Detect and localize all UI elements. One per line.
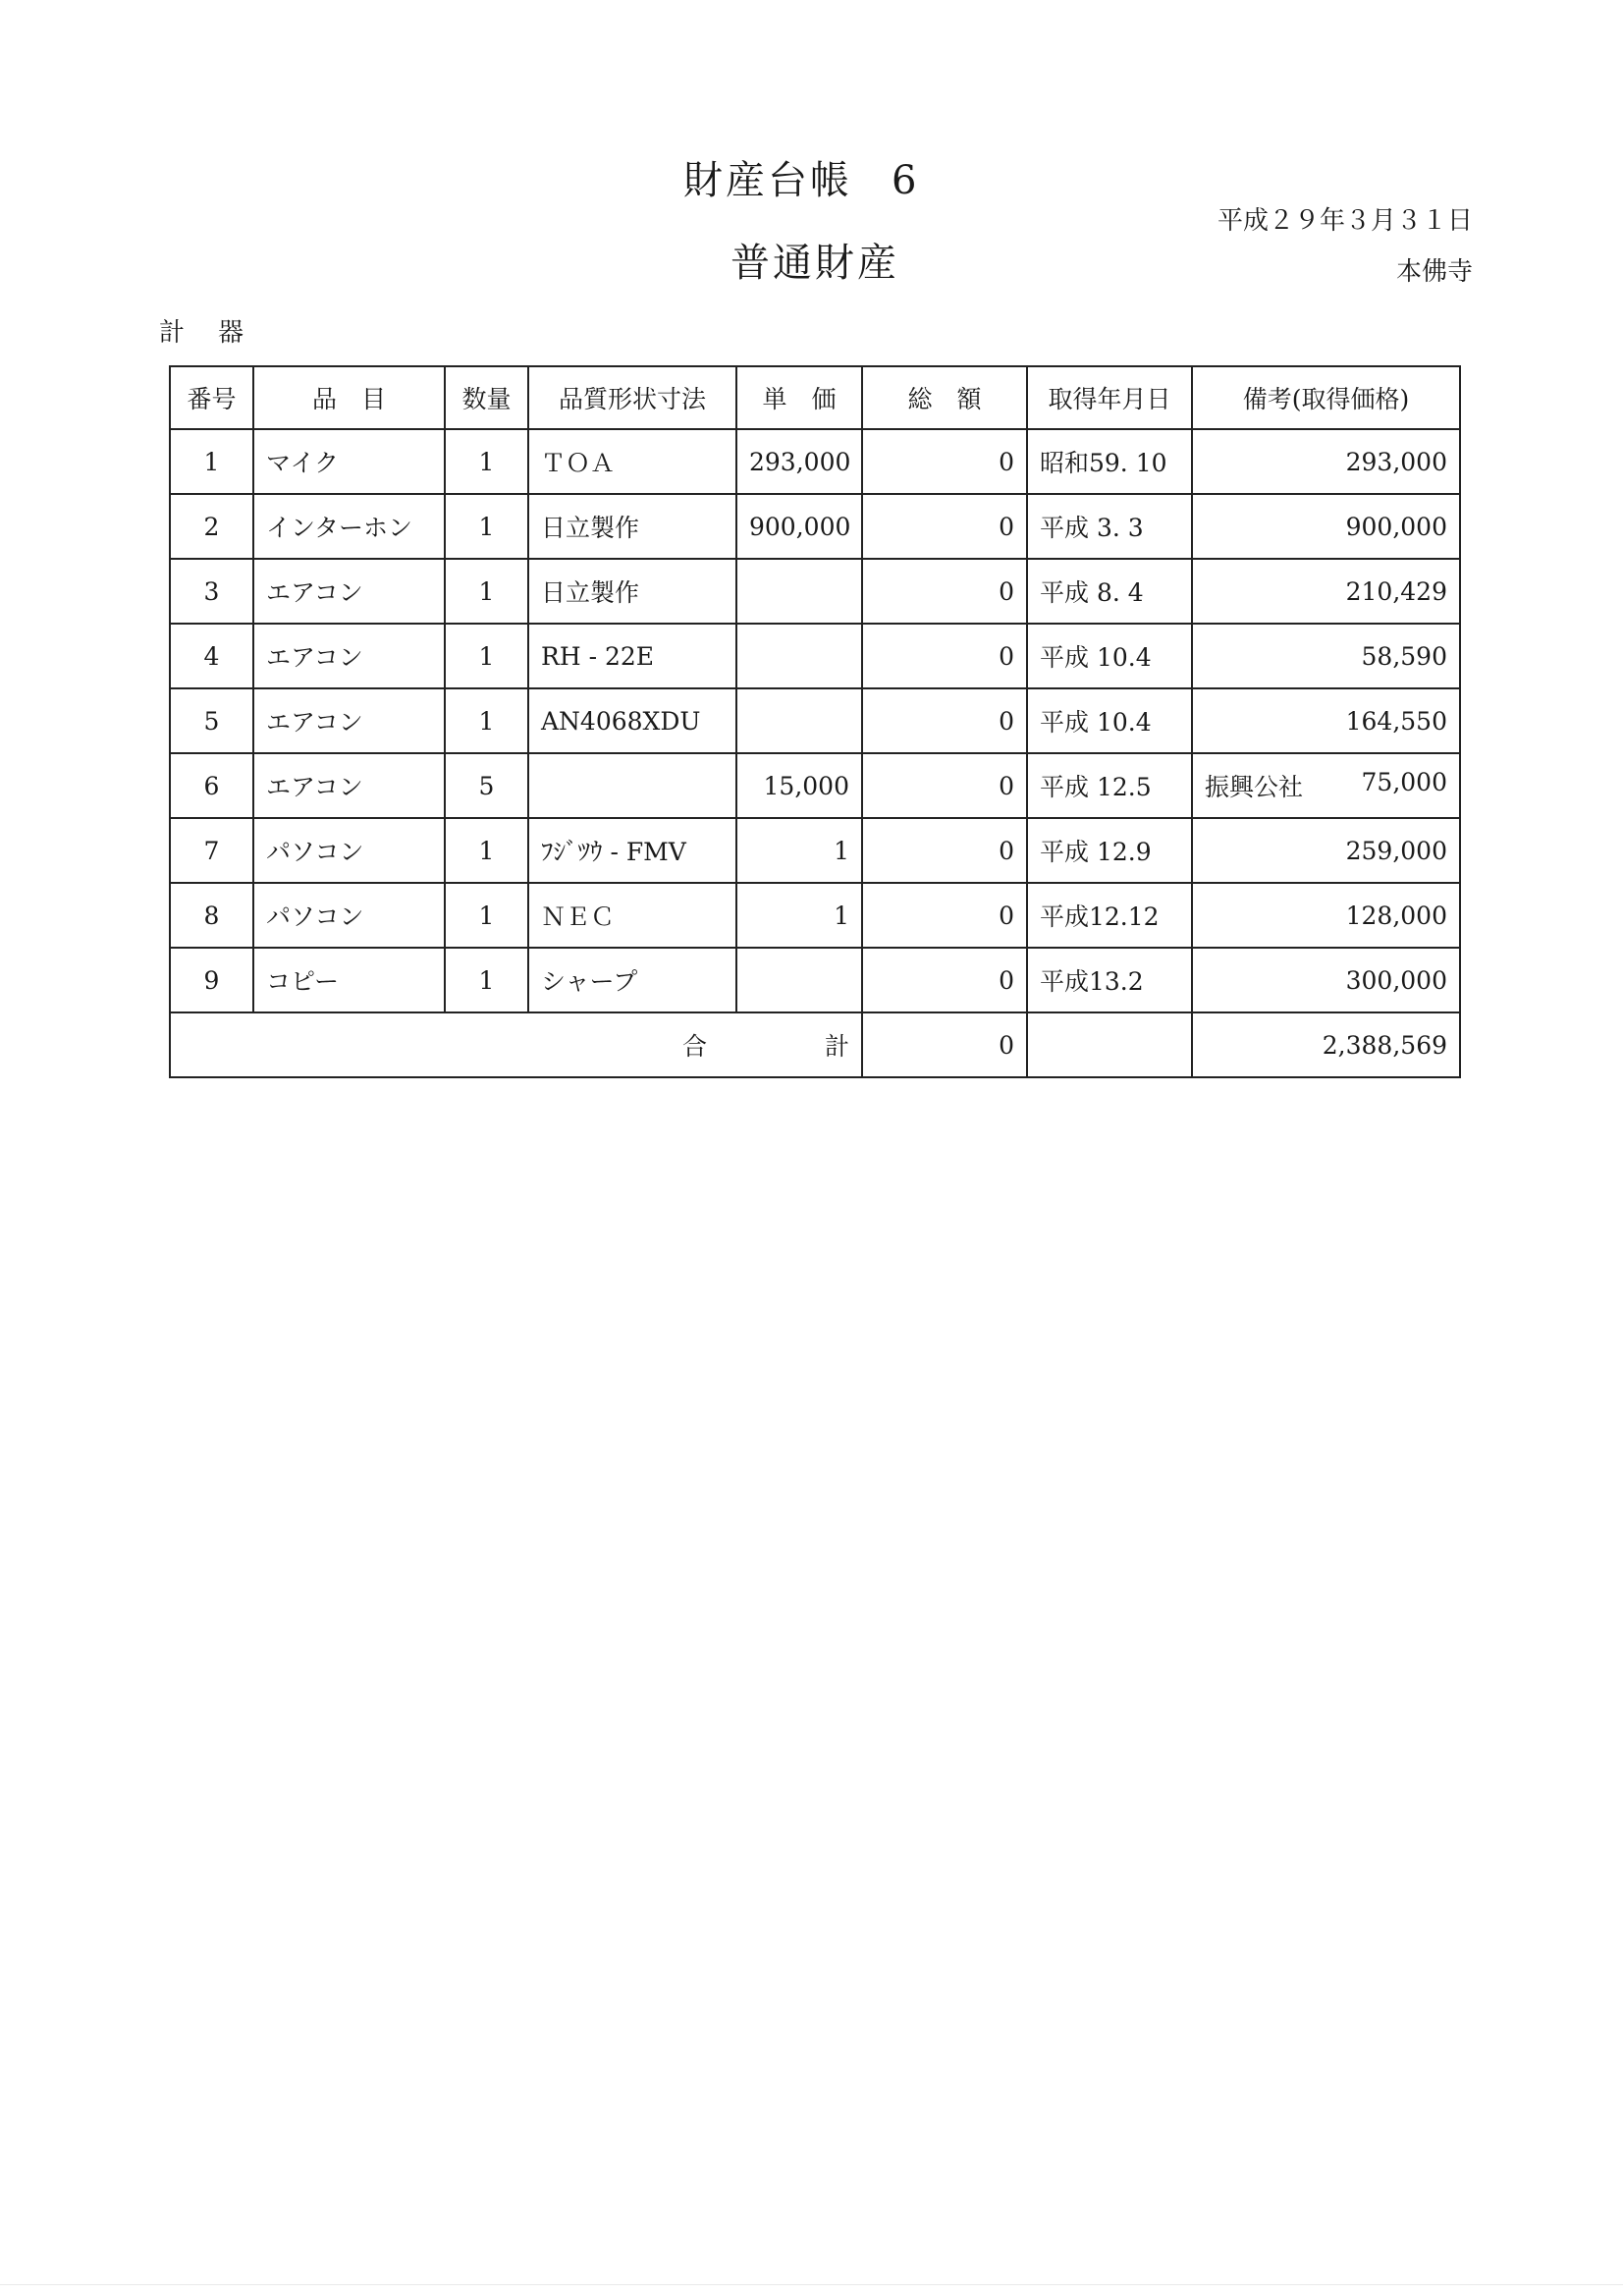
row-quantity: 1 [445, 494, 528, 559]
row-item: エアコン [253, 559, 445, 624]
row-item: エアコン [253, 753, 445, 818]
document-date: 平成２９年３月３１日 [1217, 206, 1473, 236]
row-item: パソコン [253, 818, 445, 883]
header-spec: 品質形状寸法 [528, 366, 736, 429]
table-row [170, 688, 1460, 753]
table-row [170, 624, 1460, 688]
row-spec: RH - 22E [528, 624, 736, 688]
row-total: 0 [862, 559, 1027, 624]
table-row [170, 883, 1460, 948]
row-remarks [1192, 883, 1460, 948]
scan-edge [0, 2284, 1623, 2285]
row-item: コピー [253, 948, 445, 1012]
row-acquired-date: 平成 8. 4 [1027, 559, 1192, 624]
temple-name: 本佛寺 [1395, 257, 1473, 287]
row-acquired-date: 平成 12.5 [1027, 753, 1192, 818]
row-spec: シャープ [528, 948, 736, 1012]
row-unit-price: 1 [736, 883, 862, 948]
table-row [170, 948, 1460, 1012]
row-number: 2 [170, 494, 253, 559]
page-title: 財産台帳 6 [683, 158, 920, 203]
row-acquired-date: 平成13.2 [1027, 948, 1192, 1012]
row-total: 0 [862, 753, 1027, 818]
grand-total: 2,388,569 [1192, 1012, 1460, 1077]
row-unit-price [736, 948, 862, 1012]
row-remarks [1192, 948, 1460, 1012]
header-acquired-date: 取得年月日 [1027, 366, 1192, 429]
row-acquisition-value: 128,000 [1345, 901, 1447, 930]
row-item: エアコン [253, 688, 445, 753]
row-remarks [1192, 559, 1460, 624]
row-number: 3 [170, 559, 253, 624]
row-unit-price [736, 559, 862, 624]
row-remarks [1192, 429, 1460, 494]
row-item: マイク [253, 429, 445, 494]
header-item: 品 目 [253, 366, 445, 429]
row-quantity: 1 [445, 688, 528, 753]
page-subtitle: 普通財産 [730, 241, 899, 286]
row-acquisition-value: 300,000 [1345, 965, 1447, 995]
row-quantity: 1 [445, 559, 528, 624]
row-spec: ＴＯＡ [528, 429, 736, 494]
row-remarks [1192, 688, 1460, 753]
row-acquisition-value: 900,000 [1345, 512, 1447, 541]
row-quantity: 1 [445, 624, 528, 688]
table-header-row [170, 366, 1460, 429]
row-unit-price: 900,000 [736, 494, 862, 559]
row-unit-price [736, 624, 862, 688]
row-quantity: 1 [445, 883, 528, 948]
table-row [170, 753, 1460, 818]
row-number: 7 [170, 818, 253, 883]
row-number: 9 [170, 948, 253, 1012]
row-unit-price [736, 688, 862, 753]
row-remarks [1192, 753, 1460, 818]
table-row [170, 818, 1460, 883]
header-remarks: 備考(取得価格) [1192, 366, 1460, 429]
header-number: 番号 [170, 366, 253, 429]
row-spec: ﾌｼﾞﾂｳ - FMV [528, 818, 736, 883]
row-acquisition-value: 259,000 [1345, 836, 1447, 865]
header-unit-price: 単 価 [736, 366, 862, 429]
row-acquired-date: 平成12.12 [1027, 883, 1192, 948]
table-row [170, 429, 1460, 494]
total-empty-cell [1027, 1012, 1192, 1077]
table-total-row [170, 1012, 1460, 1077]
row-item: エアコン [253, 624, 445, 688]
row-acquisition-value: 164,550 [1345, 706, 1447, 736]
row-quantity: 1 [445, 948, 528, 1012]
row-acquired-date: 昭和59. 10 [1027, 429, 1192, 494]
row-number: 5 [170, 688, 253, 753]
row-number: 1 [170, 429, 253, 494]
row-spec: AN4068XDU [528, 688, 736, 753]
row-total: 0 [862, 429, 1027, 494]
total-amount: 0 [862, 1012, 1027, 1077]
table-row [170, 559, 1460, 624]
row-quantity: 1 [445, 818, 528, 883]
row-total: 0 [862, 948, 1027, 1012]
header-quantity: 数量 [445, 366, 528, 429]
row-remarks [1192, 818, 1460, 883]
row-remarks [1192, 624, 1460, 688]
row-unit-price: 1 [736, 818, 862, 883]
total-label: 合 計 [170, 1012, 862, 1077]
row-acquisition-value: 75,000 [1361, 768, 1447, 796]
row-spec: ＮＥＣ [528, 883, 736, 948]
row-number: 8 [170, 883, 253, 948]
row-total: 0 [862, 688, 1027, 753]
row-quantity: 1 [445, 429, 528, 494]
header-total: 総 額 [862, 366, 1027, 429]
row-number: 6 [170, 753, 253, 818]
row-quantity: 5 [445, 753, 528, 818]
row-total: 0 [862, 883, 1027, 948]
row-total: 0 [862, 818, 1027, 883]
row-total: 0 [862, 494, 1027, 559]
row-item: パソコン [253, 883, 445, 948]
row-total: 0 [862, 624, 1027, 688]
row-unit-price: 15,000 [736, 753, 862, 818]
row-acquisition-value: 58,590 [1361, 641, 1447, 671]
row-acquired-date: 平成 10.4 [1027, 688, 1192, 753]
table-row [170, 494, 1460, 559]
asset-ledger-table [169, 365, 1461, 1078]
category-label: 計器 [159, 318, 278, 348]
row-acquisition-value: 210,429 [1345, 576, 1447, 606]
row-number: 4 [170, 624, 253, 688]
row-item: インターホン [253, 494, 445, 559]
row-remarks-note: 振興公社 [1205, 773, 1304, 801]
row-acquired-date: 平成 10.4 [1027, 624, 1192, 688]
row-spec: 日立製作 [528, 559, 736, 624]
row-unit-price: 293,000 [736, 429, 862, 494]
row-acquisition-value: 293,000 [1345, 447, 1447, 476]
row-acquired-date: 平成 3. 3 [1027, 494, 1192, 559]
row-remarks [1192, 494, 1460, 559]
row-spec: 日立製作 [528, 494, 736, 559]
row-spec [528, 753, 736, 818]
row-acquired-date: 平成 12.9 [1027, 818, 1192, 883]
